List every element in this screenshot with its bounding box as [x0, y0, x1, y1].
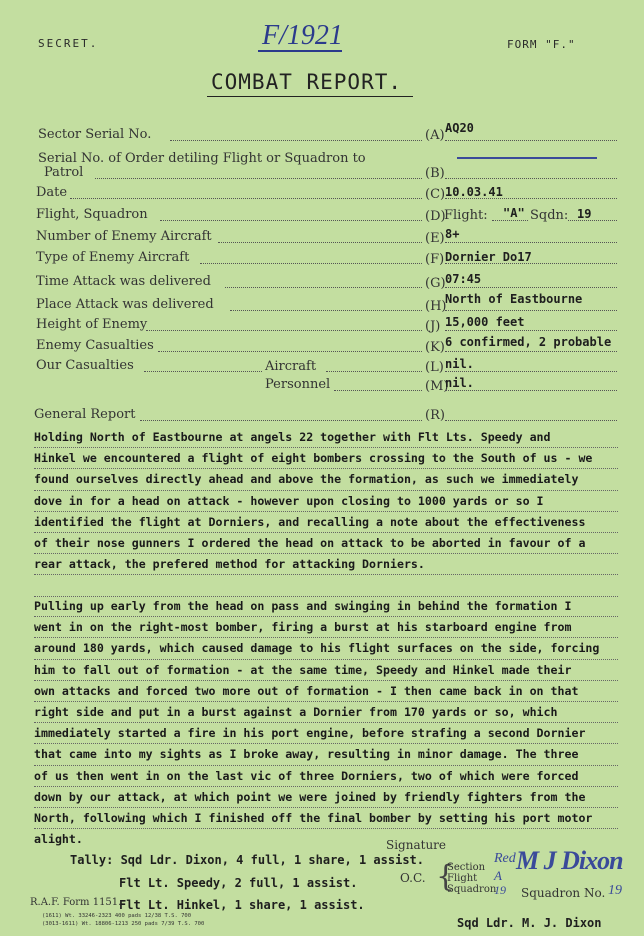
reference-number: F/1921: [262, 20, 343, 51]
field-value-enemy-height: 15,000 feet: [445, 315, 525, 329]
dotted-line: [445, 140, 617, 141]
dotted-line: [326, 371, 422, 372]
field-value-attack-time: 07:45: [445, 272, 482, 286]
dotted-line: [492, 220, 528, 221]
section-handwritten: Red: [494, 851, 516, 866]
field-letter-c: (C): [425, 187, 446, 202]
field-label-flight-squadron: Flight, Squadron: [36, 207, 148, 222]
tally-line: Tally: Sqd Ldr. Dixon, 4 full, 1 share, 1 assist.: [70, 853, 425, 867]
report-line: around 180 yards, which caused damage to his flight surfaces on the side, forcing: [34, 638, 618, 659]
field-letter-r: (R): [425, 408, 445, 423]
field-value-enemy-casualties: 6 confirmed, 2 probable: [445, 335, 612, 349]
reference-underline: [258, 50, 342, 52]
field-label-order-serial: Serial No. of Order detiling Flight or Squadron to: [38, 151, 366, 166]
field-label-our-casualties: Our Casualties: [36, 358, 134, 373]
field-letter-a: (A): [425, 128, 445, 143]
field-value-aircraft-lost: nil.: [445, 357, 474, 371]
field-value-squadron: 19: [577, 207, 592, 221]
dotted-line: [445, 287, 617, 288]
flight-sub-label: Flight: [447, 873, 478, 884]
report-line: him to fall out of formation - at the same time, Speedy and Hinkel made their: [34, 660, 618, 681]
dotted-line: [158, 351, 422, 352]
dotted-line: [445, 310, 617, 311]
field-label-attack-place: Place Attack was delivered: [36, 297, 214, 312]
field-label-enemy-height: Height of Enemy: [36, 317, 148, 332]
print-imprint-1: (1611) Wt. 33246-2323 400 pads 12/38 T.S. 700: [42, 913, 192, 919]
raf-form-number: R.A.F. Form 1151.: [30, 897, 122, 908]
dotted-line: [170, 140, 422, 141]
report-line: alight.: [34, 832, 83, 847]
signature-handwritten: M J Dixon: [516, 846, 623, 875]
section-label: Section: [447, 862, 486, 873]
field-value-attack-place: North of Eastbourne: [445, 292, 583, 306]
field-letter-e: (E): [425, 231, 445, 246]
dotted-line: [568, 220, 617, 221]
field-label-personnel: Personnel: [265, 377, 331, 392]
dotted-line: [200, 263, 422, 264]
dotted-line: [445, 371, 617, 372]
report-line: rear attack, the prefered method for attacking Dorniers.: [34, 554, 618, 575]
field-value-enemy-type: Dornier Do17: [445, 250, 532, 264]
report-paragraph-2: [34, 596, 618, 850]
field-value-personnel-lost: nil.: [445, 376, 474, 390]
dotted-line: [230, 310, 422, 311]
brace-icon: {: [436, 859, 456, 894]
field-value-date: 10.03.41: [445, 185, 503, 199]
signature-label: Signature: [386, 838, 447, 852]
form-designation: FORM "F.": [507, 38, 576, 51]
field-label-sector-serial: Sector Serial No.: [38, 127, 152, 142]
title-underline: [207, 96, 413, 97]
report-line: Holding North of Eastbourne at angels 22 together with Flt Lts. Speedy and: [34, 427, 618, 448]
field-letter-f: (F): [425, 252, 445, 267]
squadron-no-label: Squadron No.: [521, 886, 606, 900]
squadron-handwritten: 19: [494, 883, 506, 897]
field-value-sector-serial: AQ20: [445, 121, 474, 135]
dotted-line: [445, 178, 617, 179]
flight-label: Flight:: [444, 208, 488, 223]
report-line: right side and put in a burst against a Dornier from 170 yards or so, which: [34, 702, 618, 723]
general-report-label: General Report: [34, 407, 136, 422]
report-line: of their nose gunners I ordered the head on attack to be aborted in favour of a: [34, 533, 618, 554]
tally-line: Flt Lt. Speedy, 2 full, 1 assist.: [119, 876, 358, 890]
report-paragraph-1: [34, 427, 618, 597]
report-line: of us then went in on the last vic of three Dorniers, two of which were forced: [34, 766, 618, 787]
dotted-line: [144, 371, 262, 372]
dotted-line: [146, 330, 422, 331]
field-label-enemy-type: Type of Enemy Aircraft: [36, 250, 190, 265]
oc-label: O.C.: [400, 871, 426, 885]
dotted-line: [445, 242, 617, 243]
dotted-line: [160, 220, 422, 221]
report-line: [34, 575, 618, 596]
sqdn-label: Sqdn:: [530, 208, 569, 223]
field-letter-l: (L): [425, 360, 444, 375]
report-line: that came into my sights as I broke away, resulting in minor damage. The three: [34, 744, 618, 765]
dotted-line: [70, 198, 422, 199]
dotted-line: [334, 390, 422, 391]
field-letter-g: (G): [425, 276, 446, 291]
dotted-line: [445, 351, 617, 352]
report-line: found ourselves directly ahead and above the formation, as such we immediately: [34, 469, 618, 490]
field-value-flight: "A": [503, 206, 525, 220]
field-label-enemy-casualties: Enemy Casualties: [36, 338, 154, 353]
report-line: North, following which I finished off the final bomber by setting his port motor: [34, 808, 618, 829]
secret-marking: SECRET.: [38, 37, 99, 50]
report-line: Hinkel we encountered a flight of eight bombers crossing to the South of us - we: [34, 448, 618, 469]
report-line: identified the flight at Dorniers, and recalling a note about the effectiveness: [34, 512, 618, 533]
field-letter-d: (D): [425, 209, 446, 224]
dotted-line: [140, 420, 422, 421]
field-letter-j: (J): [425, 319, 441, 334]
dotted-line: [445, 330, 617, 331]
print-imprint-2: (3013-1611) Wt. 18806-1213 250 pads 7/39 T.S. 700: [42, 921, 205, 927]
report-line: Pulling up early from the head on pass and swinging in behind the formation I: [34, 596, 618, 617]
signatory-name: Sqd Ldr. M. J. Dixon: [457, 916, 602, 930]
dotted-line: [95, 178, 422, 179]
field-letter-k: (K): [425, 340, 445, 355]
field-label-date: Date: [36, 185, 68, 200]
report-line: down by our attack, at which point we were joined by friendly fighters from the: [34, 787, 618, 808]
field-label-order-serial-cont: Patrol: [44, 165, 84, 180]
page-title: COMBAT REPORT.: [211, 70, 403, 94]
squadron-no-value: 19: [608, 883, 622, 898]
field-letter-h: (H): [425, 299, 447, 314]
squadron-sub-label: Squadron: [447, 884, 497, 895]
field-letter-m: (M): [425, 379, 449, 394]
ink-strike-line: [457, 157, 597, 159]
dotted-line: [225, 287, 422, 288]
report-line: immediately started a fire in his port engine, before strafing a second Dornier: [34, 723, 618, 744]
field-label-enemy-number: Number of Enemy Aircraft: [36, 229, 212, 244]
flight-handwritten: A: [494, 868, 502, 883]
dotted-line: [218, 242, 422, 243]
field-value-enemy-number: 8+: [445, 227, 460, 241]
tally-line: Flt Lt. Hinkel, 1 share, 1 assist.: [119, 898, 365, 912]
report-line: own attacks and forced two more out of formation - I then came back in on that: [34, 681, 618, 702]
report-line: went in on the right-most bomber, firing a burst at his starboard engine from: [34, 617, 618, 638]
dotted-line: [445, 420, 617, 421]
field-letter-b: (B): [425, 166, 445, 181]
field-label-attack-time: Time Attack was delivered: [36, 274, 211, 289]
field-label-aircraft: Aircraft: [265, 359, 317, 374]
report-line: dove in for a head on attack - however upon closing to 1000 yards or so I: [34, 491, 618, 512]
dotted-line: [445, 390, 617, 391]
